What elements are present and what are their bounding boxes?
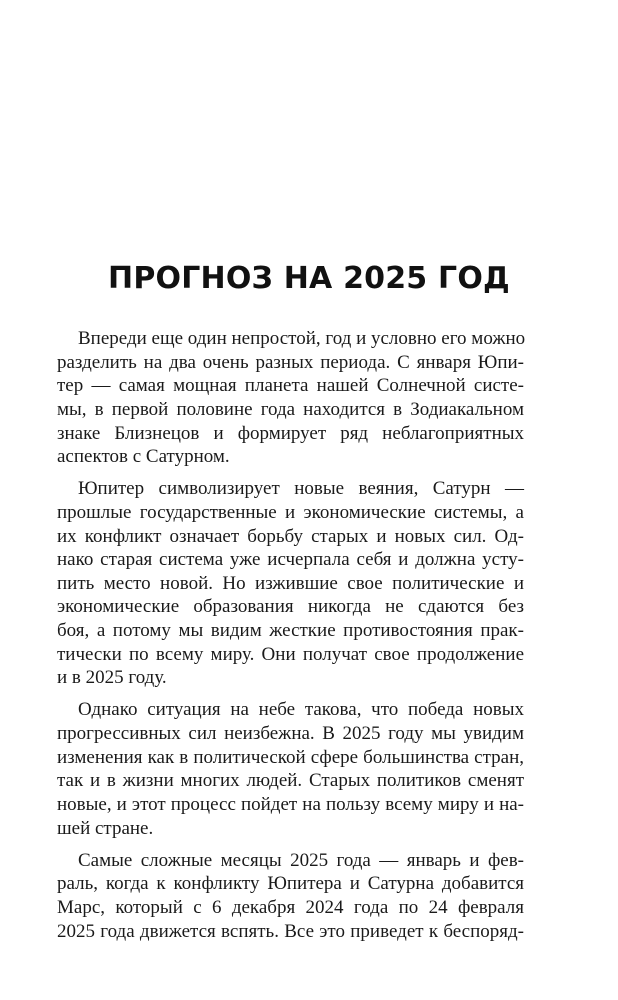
text-line: прошлые государственные и экономические системы, а <box>57 501 524 523</box>
text-line: и в 2025 году. <box>57 667 167 689</box>
text-line: их конфликт означает борьбу старых и новых сил. Од- <box>57 525 524 547</box>
text-line: Самые сложные месяцы 2025 года — январь и фев- <box>78 849 524 871</box>
text-line: пить место новой. Но изжившие свое политические и <box>57 572 524 594</box>
text-line: прогрессивных сил неизбежна. В 2025 году мы увидим <box>57 723 524 745</box>
text-line: боя, а потому мы видим жесткие противостояния прак- <box>57 620 524 642</box>
paragraph <box>57 327 524 469</box>
text-line: экономические образования никогда не сдаются без <box>57 596 524 618</box>
text-line: так и в жизни многих людей. Старых политиков сменят <box>57 770 524 792</box>
text-line: Юпитер символизирует новые веяния, Сатурн — <box>78 478 524 500</box>
paragraph <box>57 849 524 944</box>
text-line: Однако ситуация на небе такова, что победа новых <box>78 699 524 721</box>
text-line: новые, и этот процесс пойдет на пользу всему миру и на- <box>57 793 524 815</box>
text-line: знаке Близнецов и формирует ряд неблагоприятных <box>57 422 524 444</box>
text-line: шей стране. <box>57 817 154 839</box>
text-line: раль, когда к конфликту Юпитера и Сатурна добавится <box>57 873 524 895</box>
text-line: мы, в первой половине года находится в Зодиакальном <box>57 398 524 420</box>
paragraph <box>57 477 524 690</box>
text-line: аспектов с Сатурном. <box>57 446 230 468</box>
text-line: 2025 года движется вспять. Все это приведет к беспоряд- <box>57 920 524 942</box>
text-line: тер — самая мощная планета нашей Солнечной систе- <box>57 375 524 397</box>
text-line: разделить на два очень разных периода. С января Юпи- <box>57 351 524 373</box>
text-line: изменения как в политической сфере большинства стран, <box>57 746 524 768</box>
chapter-title: ПРОГНОЗ НА 2025 ГОД <box>108 261 510 296</box>
text-line: нако старая система уже исчерпала себя и должна усту- <box>57 549 524 571</box>
paragraph <box>57 698 524 840</box>
text-line: тически по всему миру. Они получат свое продолжение <box>57 643 524 665</box>
text-line: Впереди еще один непростой, год и условно его можно <box>78 328 526 349</box>
chapter-body <box>57 327 524 952</box>
text-line: Марс, который с 6 декабря 2024 года по 24 февраля <box>57 896 524 918</box>
